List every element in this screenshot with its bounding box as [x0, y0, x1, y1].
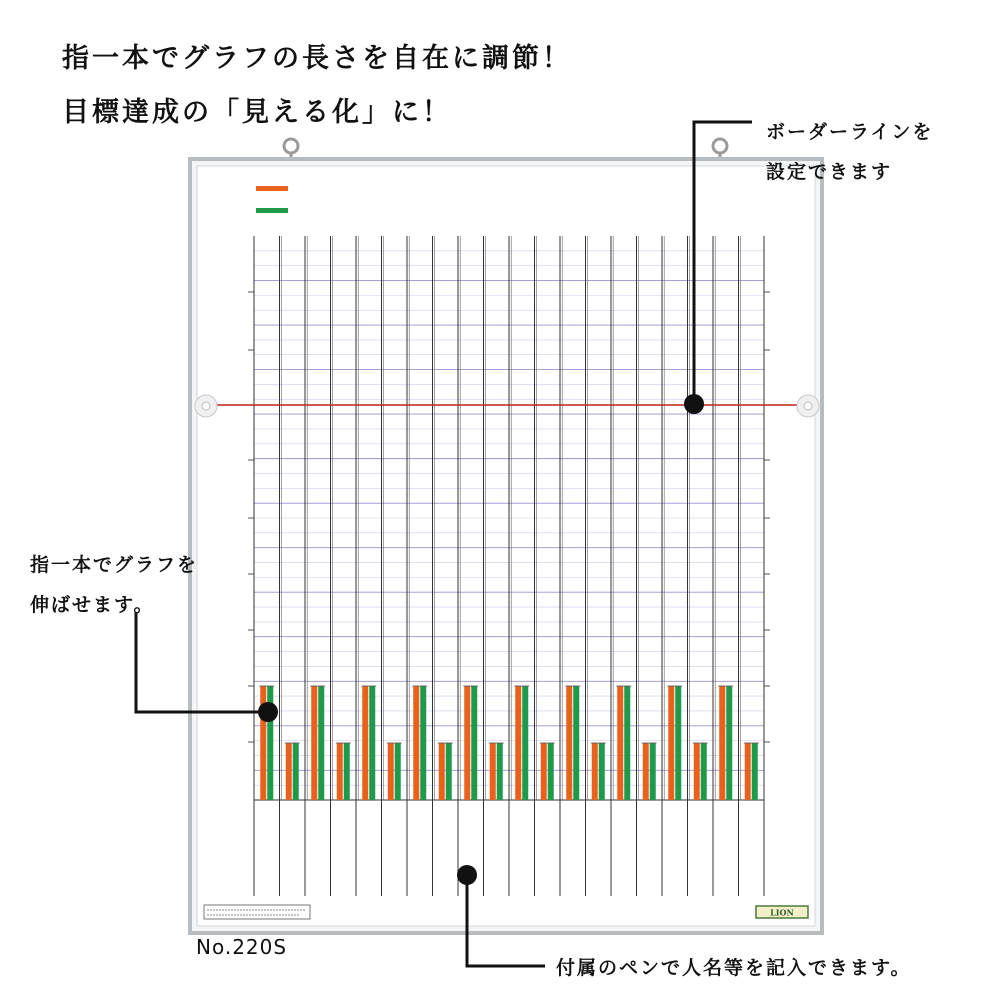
callout-stretch	[30, 545, 198, 625]
bar-green	[420, 686, 426, 800]
bar-orange	[362, 686, 368, 800]
bar-orange	[388, 743, 394, 800]
brand-logo-plate	[756, 906, 808, 918]
bar-green	[752, 743, 758, 800]
callout-pen: 付属のペンで人名等を記入できます。	[556, 957, 912, 979]
brand-logo-text: LION	[770, 907, 794, 918]
callout-stretch-line-2: 伸ばせます。	[30, 594, 155, 616]
callout-border-line	[766, 112, 933, 192]
bar-orange	[694, 743, 700, 800]
bar-green	[497, 743, 503, 800]
legend-swatch-green	[256, 208, 288, 213]
headline-line-1: 指一本でグラフの長さを自在に調節！	[62, 43, 572, 74]
bar-green	[395, 743, 401, 800]
bar-orange	[413, 686, 419, 800]
bar-green	[573, 686, 579, 800]
callout-border-line-2: 設定できます	[766, 161, 893, 183]
bar-green	[318, 686, 324, 800]
bar-orange	[566, 686, 572, 800]
legend-swatch-orange	[256, 186, 288, 191]
bar-orange	[592, 743, 598, 800]
instruction-sticker	[204, 905, 310, 919]
bar-green	[369, 686, 375, 800]
bar-green	[599, 743, 605, 800]
bar-green	[471, 686, 477, 800]
bar-green	[446, 743, 452, 800]
board-surface	[197, 166, 815, 926]
bar-orange	[337, 743, 343, 800]
callout-border-line-1: ボーダーラインを	[766, 121, 934, 143]
bar-green	[650, 743, 656, 800]
bar-green	[344, 743, 350, 800]
bar-orange	[745, 743, 751, 800]
border-line-clip-left[interactable]	[195, 395, 217, 417]
bar-green	[293, 743, 299, 800]
bar-orange	[541, 743, 547, 800]
bar-green	[701, 743, 707, 800]
bar-orange	[311, 686, 317, 800]
bar-orange	[439, 743, 445, 800]
bar-green	[726, 686, 732, 800]
bar-green	[624, 686, 630, 800]
border-line-clip-right[interactable]	[797, 395, 819, 417]
bar-green	[675, 686, 681, 800]
bar-orange	[643, 743, 649, 800]
callout-stretch-line-1: 指一本でグラフを	[30, 554, 199, 576]
bar-orange	[515, 686, 521, 800]
bar-orange	[490, 743, 496, 800]
bar-orange	[286, 743, 292, 800]
bar-green	[522, 686, 528, 800]
bar-green	[548, 743, 554, 800]
bar-orange	[464, 686, 470, 800]
bar-orange	[617, 686, 623, 800]
model-number: No.220S	[196, 935, 288, 959]
bar-orange	[719, 686, 725, 800]
bar-orange	[668, 686, 674, 800]
headline-line-2: 目標達成の「見える化」に！	[62, 97, 452, 128]
